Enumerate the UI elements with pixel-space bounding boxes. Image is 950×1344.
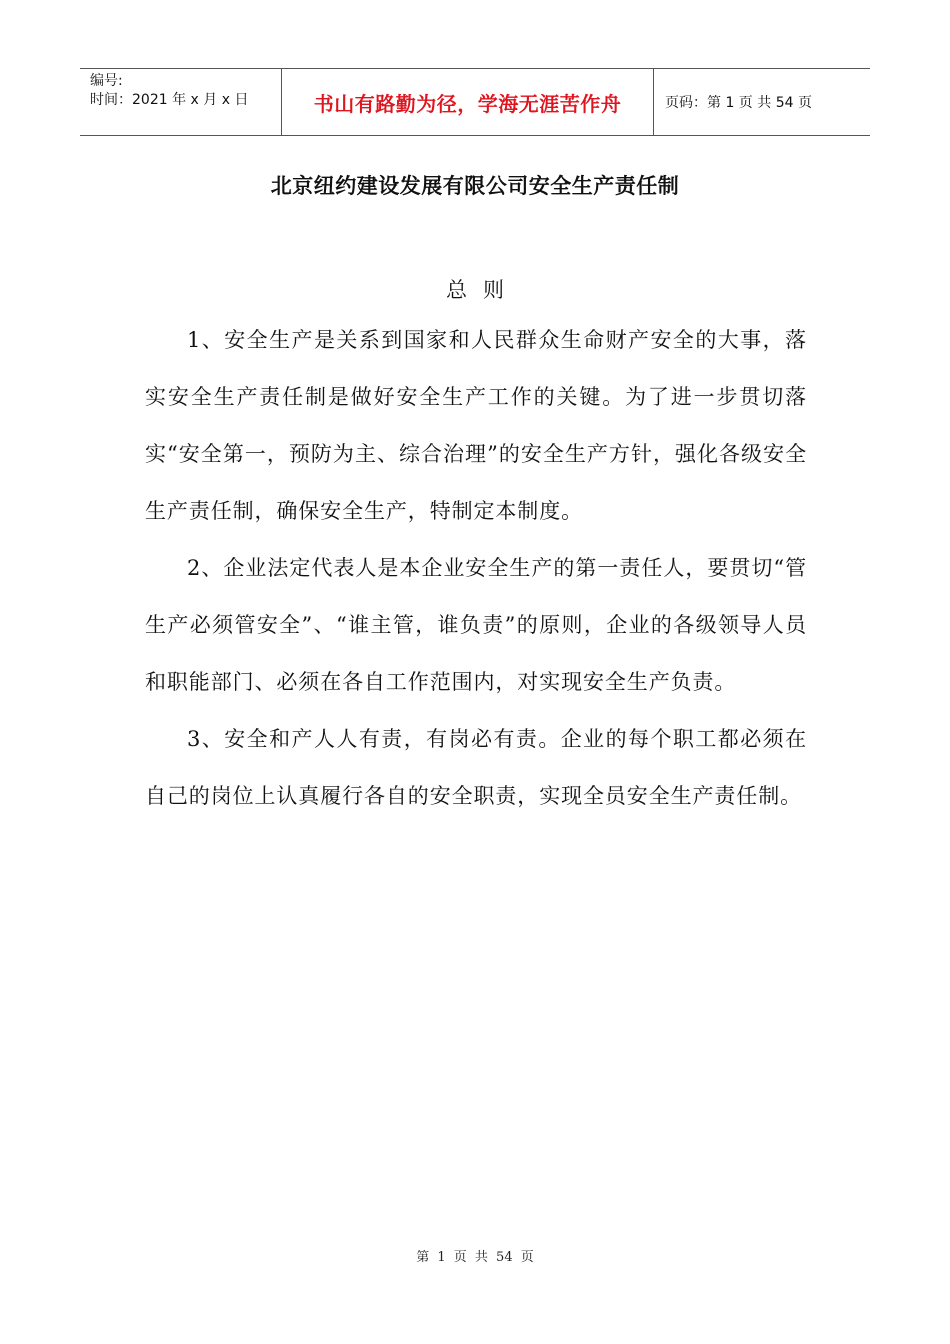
header-motto: 书山有路勤为径，学海无涯苦作舟 xyxy=(281,69,654,135)
document-time-label: 时间：2021 年 x 月 x 日 xyxy=(90,92,249,108)
document-body xyxy=(145,312,807,825)
header-meta-cell xyxy=(80,69,281,135)
document-number-label: 编号: xyxy=(90,73,123,89)
paragraph: 1、安全生产是关系到国家和人民群众生命财产安全的大事，落实安全生产责任制是做好安全生产工作的关键。为了进一步贯切落实“安全第一，预防为主、综合治理”的安全生产方针，强化各级安全生产责任制，确保安全生产，特制定本制度。 xyxy=(145,328,807,523)
document-header-table xyxy=(80,68,870,136)
paragraph: 3、安全和产人人有责，有岗必有责。企业的每个职工都必须在自己的岗位上认真履行各自的安全职责，实现全员安全生产责任制。 xyxy=(145,727,807,808)
document-title: 北京纽约建设发展有限公司安全生产责任制 xyxy=(270,174,680,198)
paragraph: 2、企业法定代表人是本企业安全生产的第一责任人，要贯切“管生产必须管安全”、“谁主管，谁负责”的原则，企业的各级领导人员和职能部门、必须在各自工作范围内，对实现安全生产负责。 xyxy=(145,556,807,694)
header-page-info: 页码：第 1 页 共 54 页 xyxy=(665,95,812,111)
page-footer: 第 1 页 共 54 页 xyxy=(416,1250,534,1265)
section-title: 总则 xyxy=(446,278,520,302)
